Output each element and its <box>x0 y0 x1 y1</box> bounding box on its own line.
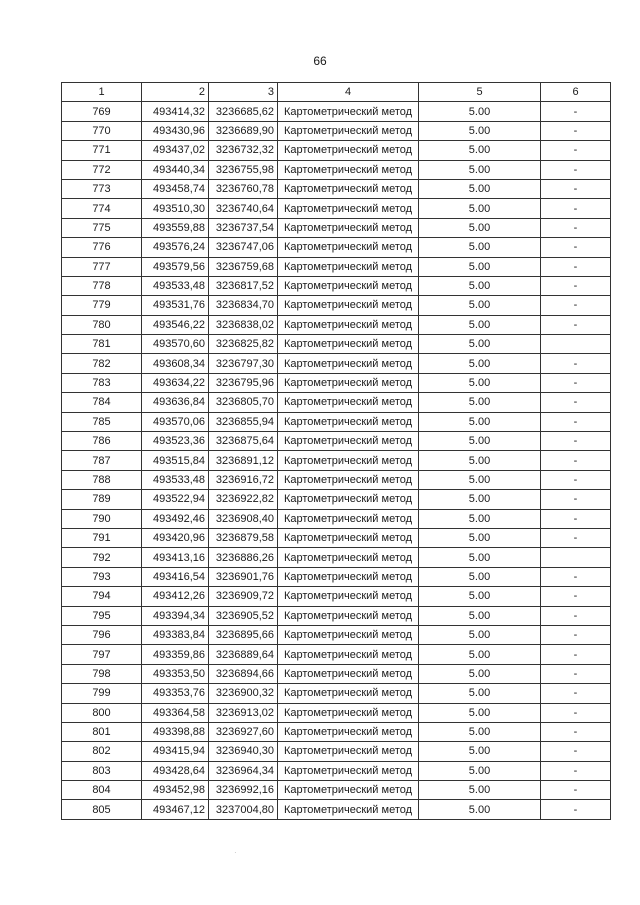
x-coordinate-cell: 493398,88 <box>142 722 209 741</box>
x-coordinate-cell: 493416,54 <box>142 567 209 586</box>
method-cell: Картометрический метод <box>278 606 419 625</box>
y-coordinate-cell: 3236909,72 <box>209 587 278 606</box>
method-cell: Картометрический метод <box>278 528 419 547</box>
accuracy-cell: 5.00 <box>419 276 541 295</box>
note-cell: - <box>541 761 611 780</box>
y-coordinate-cell: 3236879,58 <box>209 528 278 547</box>
page-number: 66 <box>313 54 327 68</box>
table-row <box>62 160 611 179</box>
note-cell: - <box>541 160 611 179</box>
note-cell: - <box>541 354 611 373</box>
accuracy-cell: 5.00 <box>419 354 541 373</box>
note-cell: - <box>541 179 611 198</box>
x-coordinate-cell: 493522,94 <box>142 490 209 509</box>
method-cell: Картометрический метод <box>278 451 419 470</box>
x-coordinate-cell: 493467,12 <box>142 800 209 819</box>
accuracy-cell: 5.00 <box>419 703 541 722</box>
y-coordinate-cell: 3236894,66 <box>209 664 278 683</box>
point-number-cell: 780 <box>62 315 142 334</box>
note-cell: - <box>541 121 611 140</box>
note-cell: - <box>541 490 611 509</box>
y-coordinate-cell: 3236891,12 <box>209 451 278 470</box>
note-cell: - <box>541 102 611 121</box>
table-row <box>62 354 611 373</box>
x-coordinate-cell: 493570,06 <box>142 412 209 431</box>
table-row <box>62 141 611 160</box>
note-cell: - <box>541 451 611 470</box>
accuracy-cell: 5.00 <box>419 470 541 489</box>
point-number-cell: 804 <box>62 781 142 800</box>
x-coordinate-cell: 493414,32 <box>142 102 209 121</box>
method-cell: Картометрический метод <box>278 548 419 567</box>
table-row <box>62 432 611 451</box>
table-row <box>62 664 611 683</box>
note-cell: - <box>541 703 611 722</box>
y-coordinate-cell: 3236747,06 <box>209 238 278 257</box>
accuracy-cell: 5.00 <box>419 315 541 334</box>
point-number-cell: 788 <box>62 470 142 489</box>
note-cell: - <box>541 684 611 703</box>
method-cell: Картометрический метод <box>278 781 419 800</box>
table-row <box>62 800 611 819</box>
note-cell: - <box>541 567 611 586</box>
table-row <box>62 587 611 606</box>
note-cell: - <box>541 315 611 334</box>
y-coordinate-cell: 3236805,70 <box>209 393 278 412</box>
table-row <box>62 528 611 547</box>
accuracy-cell: 5.00 <box>419 451 541 470</box>
note-cell: - <box>541 373 611 392</box>
y-coordinate-cell: 3236900,32 <box>209 684 278 703</box>
coordinates-table <box>61 82 611 820</box>
note-cell: - <box>541 781 611 800</box>
accuracy-cell: 5.00 <box>419 509 541 528</box>
table-row <box>62 548 611 567</box>
table-row <box>62 490 611 509</box>
note-cell: - <box>541 664 611 683</box>
point-number-cell: 796 <box>62 625 142 644</box>
header-row <box>62 83 611 102</box>
column-header-4: 4 <box>278 83 419 102</box>
y-coordinate-cell: 3236927,60 <box>209 722 278 741</box>
point-number-cell: 776 <box>62 238 142 257</box>
point-number-cell: 783 <box>62 373 142 392</box>
method-cell: Картометрический метод <box>278 684 419 703</box>
accuracy-cell: 5.00 <box>419 257 541 276</box>
x-coordinate-cell: 493413,16 <box>142 548 209 567</box>
accuracy-cell: 5.00 <box>419 645 541 664</box>
method-cell: Картометрический метод <box>278 335 419 354</box>
method-cell: Картометрический метод <box>278 664 419 683</box>
method-cell: Картометрический метод <box>278 742 419 761</box>
point-number-cell: 797 <box>62 645 142 664</box>
x-coordinate-cell: 493533,48 <box>142 470 209 489</box>
table-row <box>62 373 611 392</box>
method-cell: Картометрический метод <box>278 587 419 606</box>
x-coordinate-cell: 493440,34 <box>142 160 209 179</box>
table-row <box>62 257 611 276</box>
column-header-3: 3 <box>209 83 278 102</box>
note-cell: - <box>541 432 611 451</box>
table-row <box>62 509 611 528</box>
y-coordinate-cell: 3236689,90 <box>209 121 278 140</box>
note-cell: - <box>541 276 611 295</box>
y-coordinate-cell: 3236940,30 <box>209 742 278 761</box>
table-row <box>62 393 611 412</box>
y-coordinate-cell: 3236825,82 <box>209 335 278 354</box>
method-cell: Картометрический метод <box>278 470 419 489</box>
accuracy-cell: 5.00 <box>419 218 541 237</box>
note-cell: - <box>541 393 611 412</box>
method-cell: Картометрический метод <box>278 296 419 315</box>
column-header-2: 2 <box>142 83 209 102</box>
y-coordinate-cell: 3236855,94 <box>209 412 278 431</box>
table-row <box>62 412 611 431</box>
x-coordinate-cell: 493510,30 <box>142 199 209 218</box>
table-row <box>62 179 611 198</box>
method-cell: Картометрический метод <box>278 567 419 586</box>
method-cell: Картометрический метод <box>278 373 419 392</box>
point-number-cell: 786 <box>62 432 142 451</box>
point-number-cell: 790 <box>62 509 142 528</box>
note-cell: - <box>541 238 611 257</box>
x-coordinate-cell: 493359,86 <box>142 645 209 664</box>
accuracy-cell: 5.00 <box>419 742 541 761</box>
accuracy-cell: 5.00 <box>419 102 541 121</box>
point-number-cell: 769 <box>62 102 142 121</box>
accuracy-cell: 5.00 <box>419 160 541 179</box>
x-coordinate-cell: 493394,34 <box>142 606 209 625</box>
point-number-cell: 778 <box>62 276 142 295</box>
y-coordinate-cell: 3236992,16 <box>209 781 278 800</box>
accuracy-cell: 5.00 <box>419 548 541 567</box>
x-coordinate-cell: 493546,22 <box>142 315 209 334</box>
x-coordinate-cell: 493634,22 <box>142 373 209 392</box>
method-cell: Картометрический метод <box>278 354 419 373</box>
accuracy-cell: 5.00 <box>419 296 541 315</box>
x-coordinate-cell: 493492,46 <box>142 509 209 528</box>
note-cell: - <box>541 606 611 625</box>
method-cell: Картометрический метод <box>278 102 419 121</box>
table-row <box>62 296 611 315</box>
method-cell: Картометрический метод <box>278 218 419 237</box>
y-coordinate-cell: 3236732,32 <box>209 141 278 160</box>
accuracy-cell: 5.00 <box>419 664 541 683</box>
x-coordinate-cell: 493608,34 <box>142 354 209 373</box>
point-number-cell: 787 <box>62 451 142 470</box>
method-cell: Картометрический метод <box>278 703 419 722</box>
point-number-cell: 782 <box>62 354 142 373</box>
accuracy-cell: 5.00 <box>419 567 541 586</box>
point-number-cell: 794 <box>62 587 142 606</box>
accuracy-cell: 5.00 <box>419 199 541 218</box>
method-cell: Картометрический метод <box>278 276 419 295</box>
y-coordinate-cell: 3236795,96 <box>209 373 278 392</box>
note-cell: - <box>541 509 611 528</box>
table-row <box>62 722 611 741</box>
x-coordinate-cell: 493533,48 <box>142 276 209 295</box>
point-number-cell: 784 <box>62 393 142 412</box>
accuracy-cell: 5.00 <box>419 587 541 606</box>
point-number-cell: 785 <box>62 412 142 431</box>
y-coordinate-cell: 3236901,76 <box>209 567 278 586</box>
table-row <box>62 606 611 625</box>
note-cell <box>541 335 611 354</box>
method-cell: Картометрический метод <box>278 509 419 528</box>
accuracy-cell: 5.00 <box>419 606 541 625</box>
accuracy-cell: 5.00 <box>419 800 541 819</box>
y-coordinate-cell: 3236895,66 <box>209 625 278 644</box>
x-coordinate-cell: 493523,36 <box>142 432 209 451</box>
x-coordinate-cell: 493437,02 <box>142 141 209 160</box>
method-cell: Картометрический метод <box>278 722 419 741</box>
note-cell: - <box>541 587 611 606</box>
accuracy-cell: 5.00 <box>419 781 541 800</box>
point-number-cell: 805 <box>62 800 142 819</box>
y-coordinate-cell: 3236964,34 <box>209 761 278 780</box>
point-number-cell: 795 <box>62 606 142 625</box>
table-row <box>62 761 611 780</box>
x-coordinate-cell: 493576,24 <box>142 238 209 257</box>
method-cell: Картометрический метод <box>278 490 419 509</box>
x-coordinate-cell: 493452,98 <box>142 781 209 800</box>
method-cell: Картометрический метод <box>278 393 419 412</box>
table-row <box>62 102 611 121</box>
method-cell: Картометрический метод <box>278 238 419 257</box>
method-cell: Картометрический метод <box>278 179 419 198</box>
method-cell: Картометрический метод <box>278 199 419 218</box>
table-row <box>62 199 611 218</box>
y-coordinate-cell: 3236755,98 <box>209 160 278 179</box>
table-row <box>62 276 611 295</box>
table-row <box>62 625 611 644</box>
column-header-6: 6 <box>541 83 611 102</box>
point-number-cell: 801 <box>62 722 142 741</box>
method-cell: Картометрический метод <box>278 121 419 140</box>
table-row <box>62 218 611 237</box>
method-cell: Картометрический метод <box>278 800 419 819</box>
y-coordinate-cell: 3236886,26 <box>209 548 278 567</box>
note-cell: - <box>541 800 611 819</box>
y-coordinate-cell: 3236737,54 <box>209 218 278 237</box>
point-number-cell: 798 <box>62 664 142 683</box>
y-coordinate-cell: 3236834,70 <box>209 296 278 315</box>
table-body <box>62 102 611 819</box>
y-coordinate-cell: 3236916,72 <box>209 470 278 489</box>
method-cell: Картометрический метод <box>278 257 419 276</box>
point-number-cell: 773 <box>62 179 142 198</box>
note-cell <box>541 548 611 567</box>
method-cell: Картометрический метод <box>278 761 419 780</box>
y-coordinate-cell: 3236875,64 <box>209 432 278 451</box>
note-cell: - <box>541 218 611 237</box>
x-coordinate-cell: 493570,60 <box>142 335 209 354</box>
accuracy-cell: 5.00 <box>419 432 541 451</box>
y-coordinate-cell: 3237004,80 <box>209 800 278 819</box>
table-row <box>62 335 611 354</box>
method-cell: Картометрический метод <box>278 432 419 451</box>
x-coordinate-cell: 493353,76 <box>142 684 209 703</box>
table-row <box>62 238 611 257</box>
method-cell: Картометрический метод <box>278 625 419 644</box>
note-cell: - <box>541 528 611 547</box>
accuracy-cell: 5.00 <box>419 490 541 509</box>
point-number-cell: 800 <box>62 703 142 722</box>
accuracy-cell: 5.00 <box>419 335 541 354</box>
method-cell: Картометрический метод <box>278 645 419 664</box>
point-number-cell: 792 <box>62 548 142 567</box>
note-cell: - <box>541 257 611 276</box>
point-number-cell: 791 <box>62 528 142 547</box>
y-coordinate-cell: 3236759,68 <box>209 257 278 276</box>
point-number-cell: 779 <box>62 296 142 315</box>
point-number-cell: 774 <box>62 199 142 218</box>
x-coordinate-cell: 493383,84 <box>142 625 209 644</box>
method-cell: Картометрический метод <box>278 315 419 334</box>
note-cell: - <box>541 470 611 489</box>
accuracy-cell: 5.00 <box>419 684 541 703</box>
x-coordinate-cell: 493415,94 <box>142 742 209 761</box>
y-coordinate-cell: 3236817,52 <box>209 276 278 295</box>
point-number-cell: 772 <box>62 160 142 179</box>
accuracy-cell: 5.00 <box>419 393 541 412</box>
column-header-5: 5 <box>419 83 541 102</box>
table-header <box>62 83 611 102</box>
note-cell: - <box>541 645 611 664</box>
y-coordinate-cell: 3236889,64 <box>209 645 278 664</box>
scan-artifact: · <box>234 848 237 857</box>
table-row <box>62 645 611 664</box>
note-cell: - <box>541 722 611 741</box>
method-cell: Картометрический метод <box>278 412 419 431</box>
y-coordinate-cell: 3236838,02 <box>209 315 278 334</box>
table-row <box>62 315 611 334</box>
point-number-cell: 771 <box>62 141 142 160</box>
point-number-cell: 789 <box>62 490 142 509</box>
x-coordinate-cell: 493458,74 <box>142 179 209 198</box>
accuracy-cell: 5.00 <box>419 625 541 644</box>
column-header-1: 1 <box>62 83 142 102</box>
point-number-cell: 770 <box>62 121 142 140</box>
accuracy-cell: 5.00 <box>419 179 541 198</box>
method-cell: Картометрический метод <box>278 160 419 179</box>
table-row <box>62 742 611 761</box>
y-coordinate-cell: 3236905,52 <box>209 606 278 625</box>
point-number-cell: 803 <box>62 761 142 780</box>
table-row <box>62 703 611 722</box>
x-coordinate-cell: 493428,64 <box>142 761 209 780</box>
accuracy-cell: 5.00 <box>419 528 541 547</box>
point-number-cell: 775 <box>62 218 142 237</box>
x-coordinate-cell: 493636,84 <box>142 393 209 412</box>
y-coordinate-cell: 3236685,62 <box>209 102 278 121</box>
table-row <box>62 684 611 703</box>
x-coordinate-cell: 493531,76 <box>142 296 209 315</box>
point-number-cell: 802 <box>62 742 142 761</box>
y-coordinate-cell: 3236922,82 <box>209 490 278 509</box>
x-coordinate-cell: 493579,56 <box>142 257 209 276</box>
note-cell: - <box>541 141 611 160</box>
x-coordinate-cell: 493353,50 <box>142 664 209 683</box>
note-cell: - <box>541 742 611 761</box>
accuracy-cell: 5.00 <box>419 412 541 431</box>
point-number-cell: 781 <box>62 335 142 354</box>
accuracy-cell: 5.00 <box>419 121 541 140</box>
table-row <box>62 470 611 489</box>
accuracy-cell: 5.00 <box>419 141 541 160</box>
x-coordinate-cell: 493559,88 <box>142 218 209 237</box>
point-number-cell: 777 <box>62 257 142 276</box>
x-coordinate-cell: 493430,96 <box>142 121 209 140</box>
note-cell: - <box>541 199 611 218</box>
table-row <box>62 121 611 140</box>
table-row <box>62 781 611 800</box>
note-cell: - <box>541 296 611 315</box>
table-row <box>62 567 611 586</box>
y-coordinate-cell: 3236760,78 <box>209 179 278 198</box>
point-number-cell: 799 <box>62 684 142 703</box>
accuracy-cell: 5.00 <box>419 761 541 780</box>
y-coordinate-cell: 3236908,40 <box>209 509 278 528</box>
accuracy-cell: 5.00 <box>419 722 541 741</box>
accuracy-cell: 5.00 <box>419 238 541 257</box>
table-row <box>62 451 611 470</box>
y-coordinate-cell: 3236740,64 <box>209 199 278 218</box>
x-coordinate-cell: 493364,58 <box>142 703 209 722</box>
method-cell: Картометрический метод <box>278 141 419 160</box>
note-cell: - <box>541 625 611 644</box>
x-coordinate-cell: 493515,84 <box>142 451 209 470</box>
point-number-cell: 793 <box>62 567 142 586</box>
accuracy-cell: 5.00 <box>419 373 541 392</box>
x-coordinate-cell: 493420,96 <box>142 528 209 547</box>
note-cell: - <box>541 412 611 431</box>
y-coordinate-cell: 3236797,30 <box>209 354 278 373</box>
x-coordinate-cell: 493412,26 <box>142 587 209 606</box>
y-coordinate-cell: 3236913,02 <box>209 703 278 722</box>
